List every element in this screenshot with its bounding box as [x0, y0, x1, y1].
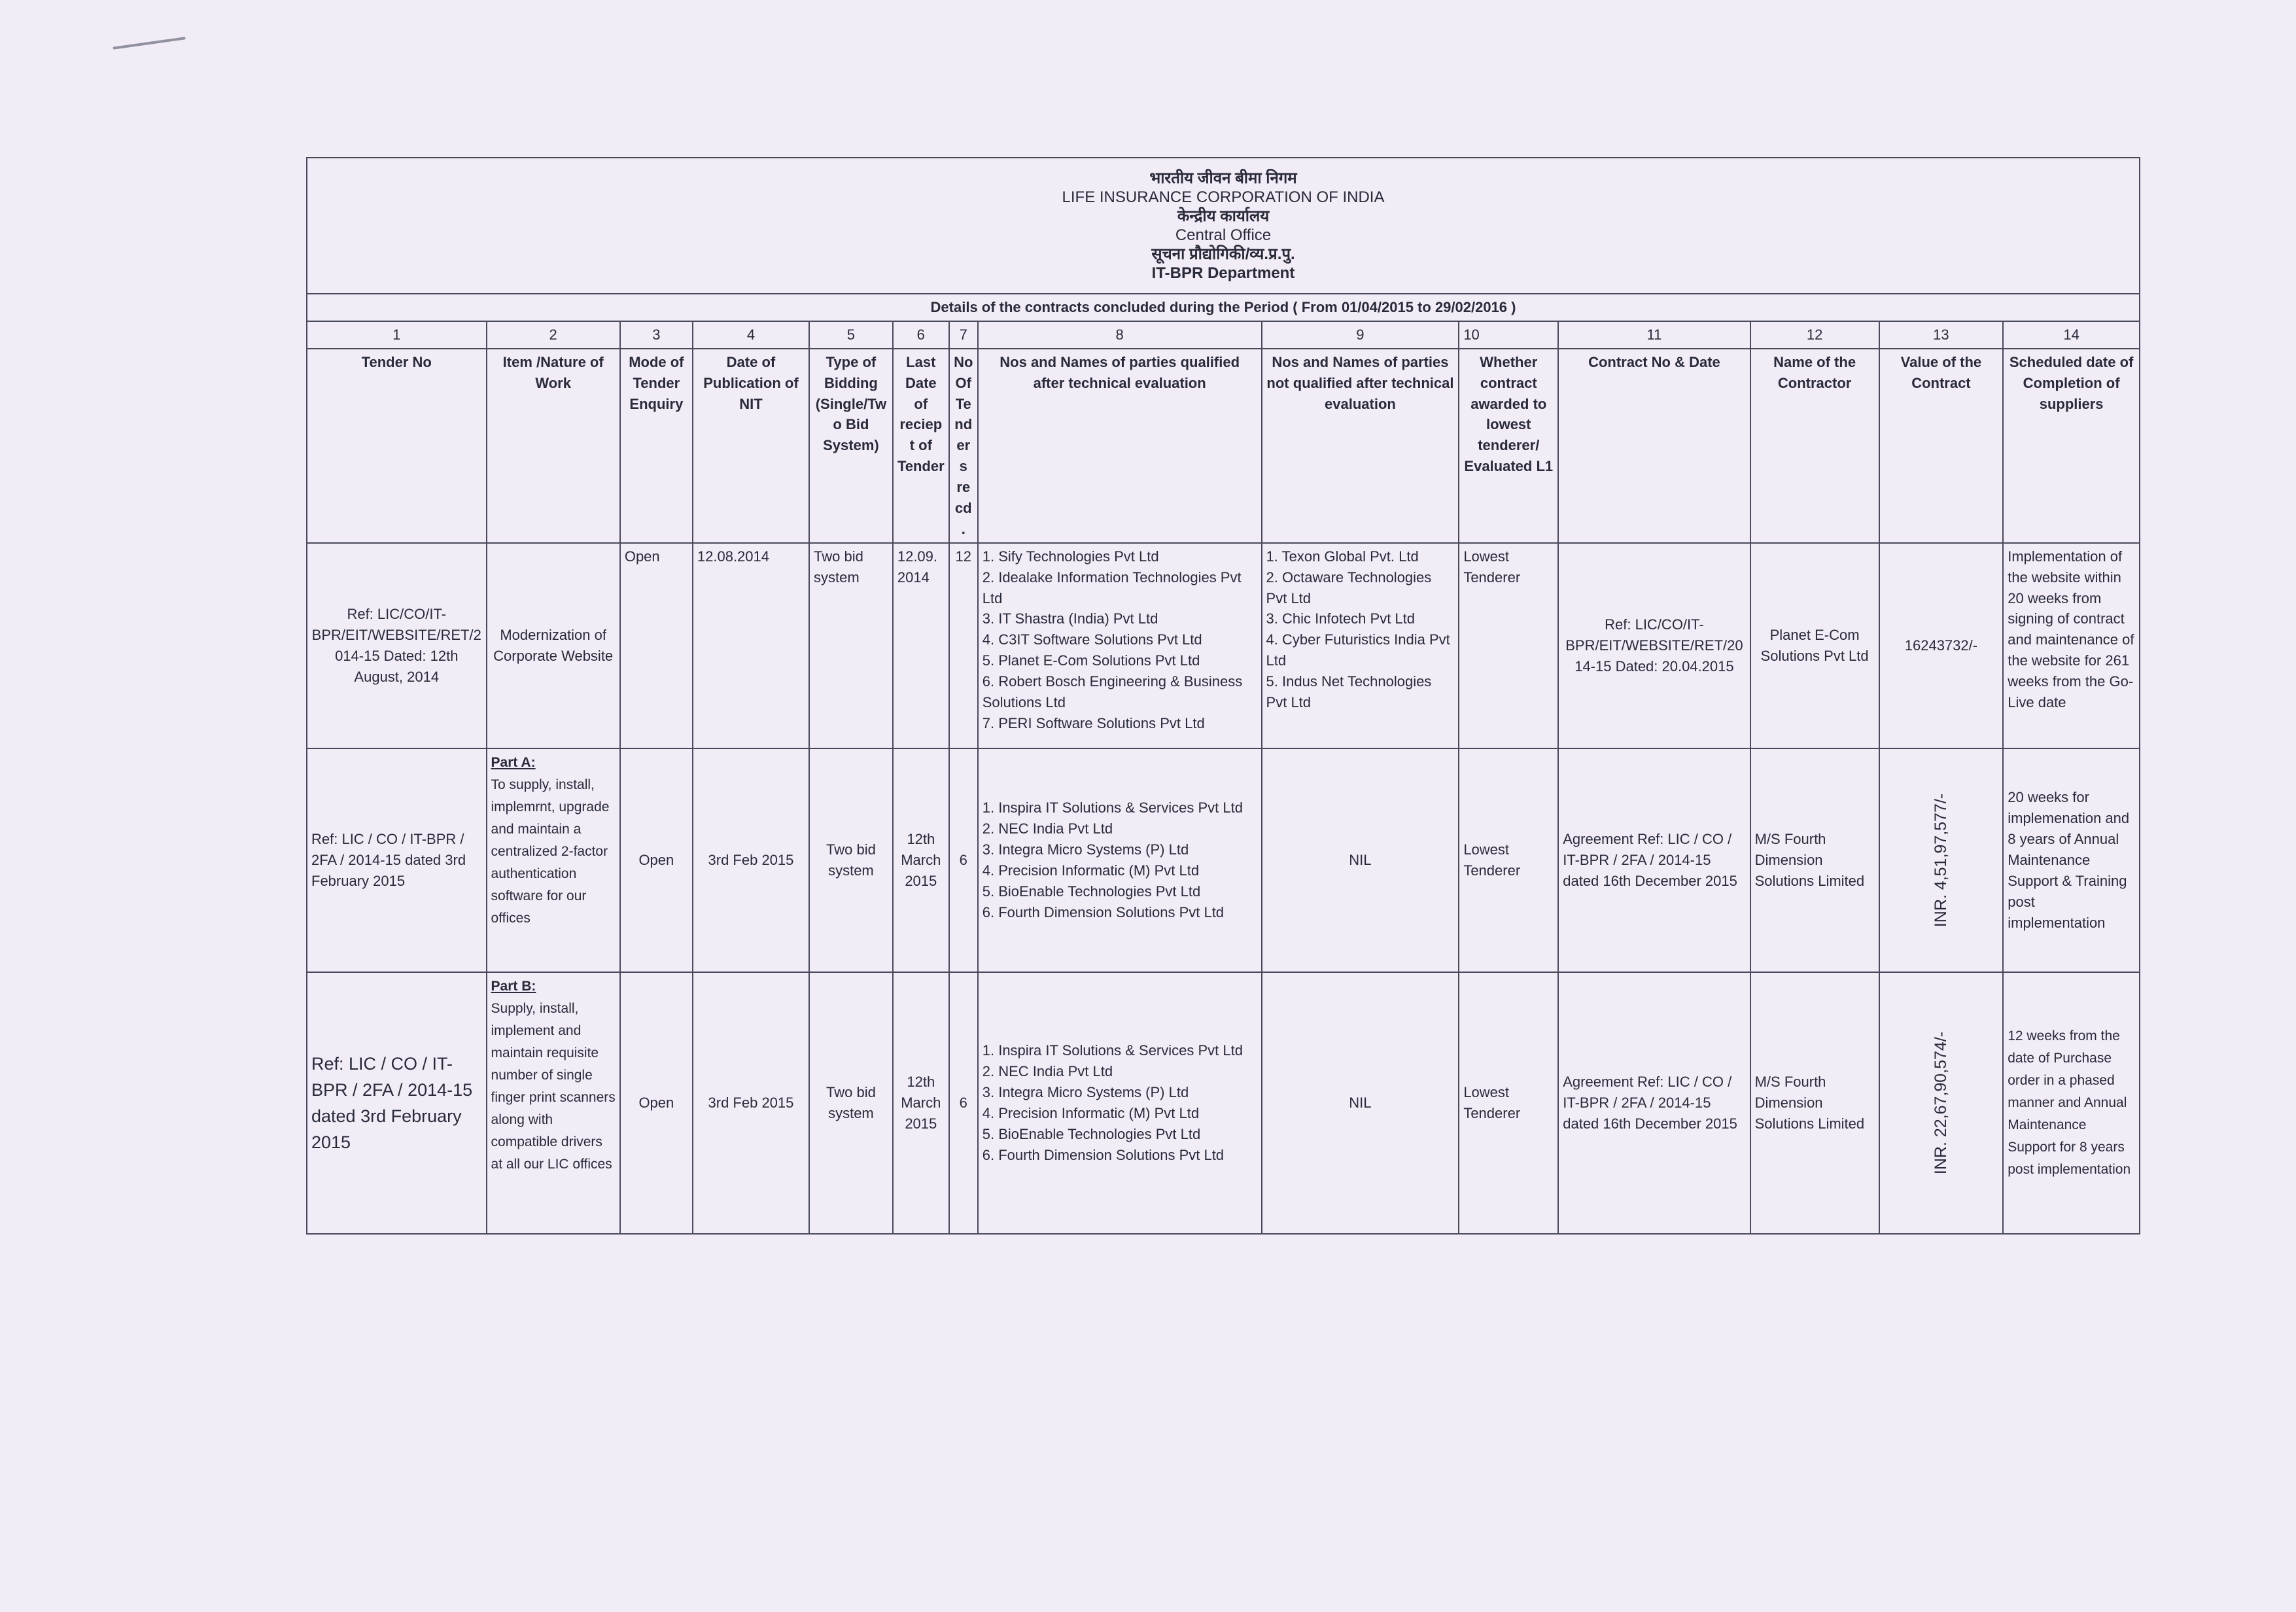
- bidding-type-cell: Two bid system: [809, 543, 893, 748]
- qualified-party: 3. Integra Micro Systems (P) Ltd: [982, 841, 1189, 858]
- contractor-cell: M/S Fourth Dimension Solutions Limited: [1750, 748, 1879, 972]
- column-header-completion: Scheduled date of Completion of suppliers: [2003, 349, 2140, 543]
- item-description: To supply, install, implemrnt, upgrade and maintain a centralized 2-factor authentication software for our offices: [491, 777, 610, 926]
- table-row: [307, 972, 2140, 1234]
- qualified-party: 2. NEC India Pvt Ltd: [982, 820, 1113, 837]
- contracts-table: [306, 157, 2140, 1235]
- column-header-contractor: Name of the Contractor: [1750, 349, 1879, 543]
- pen-mark: [113, 37, 185, 50]
- not-qualified-party: 4. Cyber Futuristics India Pvt Ltd: [1266, 631, 1450, 669]
- column-number-row: [307, 321, 2140, 349]
- org-name-hindi: भारतीय जीवन बीमा निगम: [1149, 169, 1297, 187]
- period-row: [307, 294, 2140, 321]
- column-header-publication-date: Date of Publication of NIT: [693, 349, 809, 543]
- qualified-party: 6. Fourth Dimension Solutions Pvt Ltd: [982, 1146, 1225, 1163]
- department-name: IT-BPR Department: [1151, 264, 1295, 282]
- value-text: INR. 4,51,97,577/-: [1932, 793, 1951, 927]
- bidding-type-cell: Two bid system: [809, 972, 893, 1234]
- not-qualified-cell: NIL: [1262, 972, 1459, 1234]
- column-number: 8: [978, 321, 1262, 349]
- qualified-party: 4. Precision Informatic (M) Pvt Ltd: [982, 862, 1200, 879]
- qualified-party: 1. Sify Technologies Pvt Ltd: [982, 548, 1159, 565]
- office-hindi: केन्द्रीय कार्यालय: [1177, 207, 1270, 225]
- column-number: 13: [1879, 321, 2004, 349]
- document-header: [307, 158, 2140, 294]
- contracts-document: [306, 157, 2140, 1235]
- qualified-party: 3. Integra Micro Systems (P) Ltd: [982, 1083, 1189, 1100]
- publication-date-cell: 3rd Feb 2015: [693, 748, 809, 972]
- item-cell: Modernization of Corporate Website: [487, 543, 620, 748]
- not-qualified-party: 5. Indus Net Technologies Pvt Ltd: [1266, 673, 1432, 711]
- org-name: LIFE INSURANCE CORPORATION OF INDIA: [1062, 188, 1385, 206]
- contractor-cell: M/S Fourth Dimension Solutions Limited: [1750, 972, 1879, 1234]
- tenders-received-cell: 6: [949, 748, 978, 972]
- column-header-awarded: Whether contract awarded to lowest tenderer/ Evaluated L1: [1459, 349, 1558, 543]
- period-title: Details of the contracts concluded during the Period ( From 01/04/2015 to 29/02/2016 ): [307, 294, 2140, 321]
- qualified-party: 1. Inspira IT Solutions & Services Pvt Ltd: [982, 799, 1243, 816]
- column-number: 2: [487, 321, 620, 349]
- mode-cell: Open: [620, 543, 693, 748]
- not-qualified-party: 2. Octaware Technologies Pvt Ltd: [1266, 569, 1432, 606]
- value-cell: 16243732/-: [1879, 543, 2004, 748]
- department-hindi: सूचना प्रौद्योगिकी/व्य.प्र.पु.: [1151, 245, 1295, 263]
- qualified-party: 2. NEC India Pvt Ltd: [982, 1063, 1113, 1080]
- column-number: 10: [1459, 321, 1558, 349]
- column-header-bidding-type: Type of Bidding (Single/Two Bid System): [809, 349, 893, 543]
- qualified-party: 7. PERI Software Solutions Pvt Ltd: [982, 714, 1205, 731]
- publication-date-cell: 3rd Feb 2015: [693, 972, 809, 1234]
- qualified-cell: [978, 748, 1262, 972]
- qualified-cell: [978, 543, 1262, 748]
- not-qualified-cell: [1262, 543, 1459, 748]
- column-header-mode: Mode of Tender Enquiry: [620, 349, 693, 543]
- not-qualified-party: 3. Chic Infotech Pvt Ltd: [1266, 610, 1416, 627]
- qualified-party: 4. Precision Informatic (M) Pvt Ltd: [982, 1104, 1200, 1121]
- bidding-type-cell: Two bid system: [809, 748, 893, 972]
- qualified-party: 3. IT Shastra (India) Pvt Ltd: [982, 610, 1158, 627]
- tenders-received-cell: 12: [949, 543, 978, 748]
- qualified-party: 5. Planet E-Com Solutions Pvt Ltd: [982, 652, 1200, 669]
- contractor-cell: Planet E-Com Solutions Pvt Ltd: [1750, 543, 1879, 748]
- mode-cell: Open: [620, 972, 693, 1234]
- column-number: 9: [1262, 321, 1459, 349]
- contract-no-cell: Agreement Ref: LIC / CO / IT-BPR / 2FA / 2014-15 dated 16th December 2015: [1558, 972, 1750, 1234]
- completion-cell: Implementation of the website within 20 weeks from signing of contract and maintenance of the website for 261 weeks from the Go-Live date: [2003, 543, 2140, 748]
- contract-no-cell: Ref: LIC/CO/IT-BPR/EIT/WEBSITE/RET/2014-15 Dated: 20.04.2015: [1558, 543, 1750, 748]
- not-qualified-party: 1. Texon Global Pvt. Ltd: [1266, 548, 1419, 565]
- column-header-last-date: Last Date of reciept of Tender: [893, 349, 949, 543]
- part-title: Part B:: [491, 978, 536, 994]
- awarded-cell: Lowest Tenderer: [1459, 972, 1558, 1234]
- awarded-cell: Lowest Tenderer: [1459, 748, 1558, 972]
- column-number: 1: [307, 321, 487, 349]
- column-number: 3: [620, 321, 693, 349]
- completion-cell: 20 weeks for implemenation and 8 years of Annual Maintenance Support & Training post implementation: [2003, 748, 2140, 972]
- qualified-cell: [978, 972, 1262, 1234]
- column-number: 4: [693, 321, 809, 349]
- column-header-not-qualified: Nos and Names of parties not qualified after technical evaluation: [1262, 349, 1459, 543]
- table-row: [307, 543, 2140, 748]
- column-number: 7: [949, 321, 978, 349]
- column-number: 11: [1558, 321, 1750, 349]
- qualified-party: 5. BioEnable Technologies Pvt Ltd: [982, 883, 1201, 900]
- qualified-party: 5. BioEnable Technologies Pvt Ltd: [982, 1125, 1201, 1142]
- tender-no-cell: Ref: LIC/CO/IT-BPR/EIT/WEBSITE/RET/2014-15 Dated: 12th August, 2014: [307, 543, 487, 748]
- tender-no-cell: Ref: LIC / CO / IT-BPR / 2FA / 2014-15 dated 3rd February 2015: [307, 748, 487, 972]
- qualified-party: 6. Fourth Dimension Solutions Pvt Ltd: [982, 903, 1225, 920]
- last-date-cell: 12th March 2015: [893, 748, 949, 972]
- awarded-cell: Lowest Tenderer: [1459, 543, 1558, 748]
- office-name: Central Office: [1175, 226, 1272, 244]
- tender-no-cell: Ref: LIC / CO / IT-BPR / 2FA / 2014-15 dated 3rd February 2015: [307, 972, 487, 1234]
- qualified-party: 1. Inspira IT Solutions & Services Pvt Ltd: [982, 1042, 1243, 1059]
- column-header-tender-no: Tender No: [307, 349, 487, 543]
- column-number: 5: [809, 321, 893, 349]
- qualified-party: 6. Robert Bosch Engineering & Business Solutions Ltd: [982, 673, 1243, 711]
- item-description: Supply, install, implement and maintain requisite number of single finger print scanners along with compatible drivers at all our LIC offices: [491, 1000, 616, 1172]
- value-cell: [1879, 748, 2004, 972]
- column-header-value: Value of the Contract: [1879, 349, 2004, 543]
- column-header-row: [307, 349, 2140, 543]
- not-qualified-cell: NIL: [1262, 748, 1459, 972]
- column-number: 6: [893, 321, 949, 349]
- tenders-received-cell: 6: [949, 972, 978, 1234]
- publication-date-cell: 12.08.2014: [693, 543, 809, 748]
- part-title: Part A:: [491, 754, 536, 770]
- last-date-cell: 12.09.2014: [893, 543, 949, 748]
- value-text: INR. 22,67,90,574/-: [1932, 1031, 1951, 1174]
- column-header-tenders-received: No Of Tenders recd.: [949, 349, 978, 543]
- mode-cell: Open: [620, 748, 693, 972]
- completion-cell: 12 weeks from the date of Purchase order in a phased manner and Annual Maintenance Support for 8 years post implementation: [2003, 972, 2140, 1234]
- value-cell: [1879, 972, 2004, 1234]
- column-header-qualified: Nos and Names of parties qualified after technical evaluation: [978, 349, 1262, 543]
- column-header-item: Item /Nature of Work: [487, 349, 620, 543]
- column-header-contract-no: Contract No & Date: [1558, 349, 1750, 543]
- qualified-party: 2. Idealake Information Technologies Pvt Ltd: [982, 569, 1242, 606]
- column-number: 12: [1750, 321, 1879, 349]
- last-date-cell: 12th March 2015: [893, 972, 949, 1234]
- item-cell: [487, 748, 620, 972]
- document-header-row: [307, 158, 2140, 294]
- table-row: [307, 748, 2140, 972]
- contract-no-cell: Agreement Ref: LIC / CO / IT-BPR / 2FA / 2014-15 dated 16th December 2015: [1558, 748, 1750, 972]
- qualified-party: 4. C3IT Software Solutions Pvt Ltd: [982, 631, 1202, 648]
- column-number: 14: [2003, 321, 2140, 349]
- item-cell: [487, 972, 620, 1234]
